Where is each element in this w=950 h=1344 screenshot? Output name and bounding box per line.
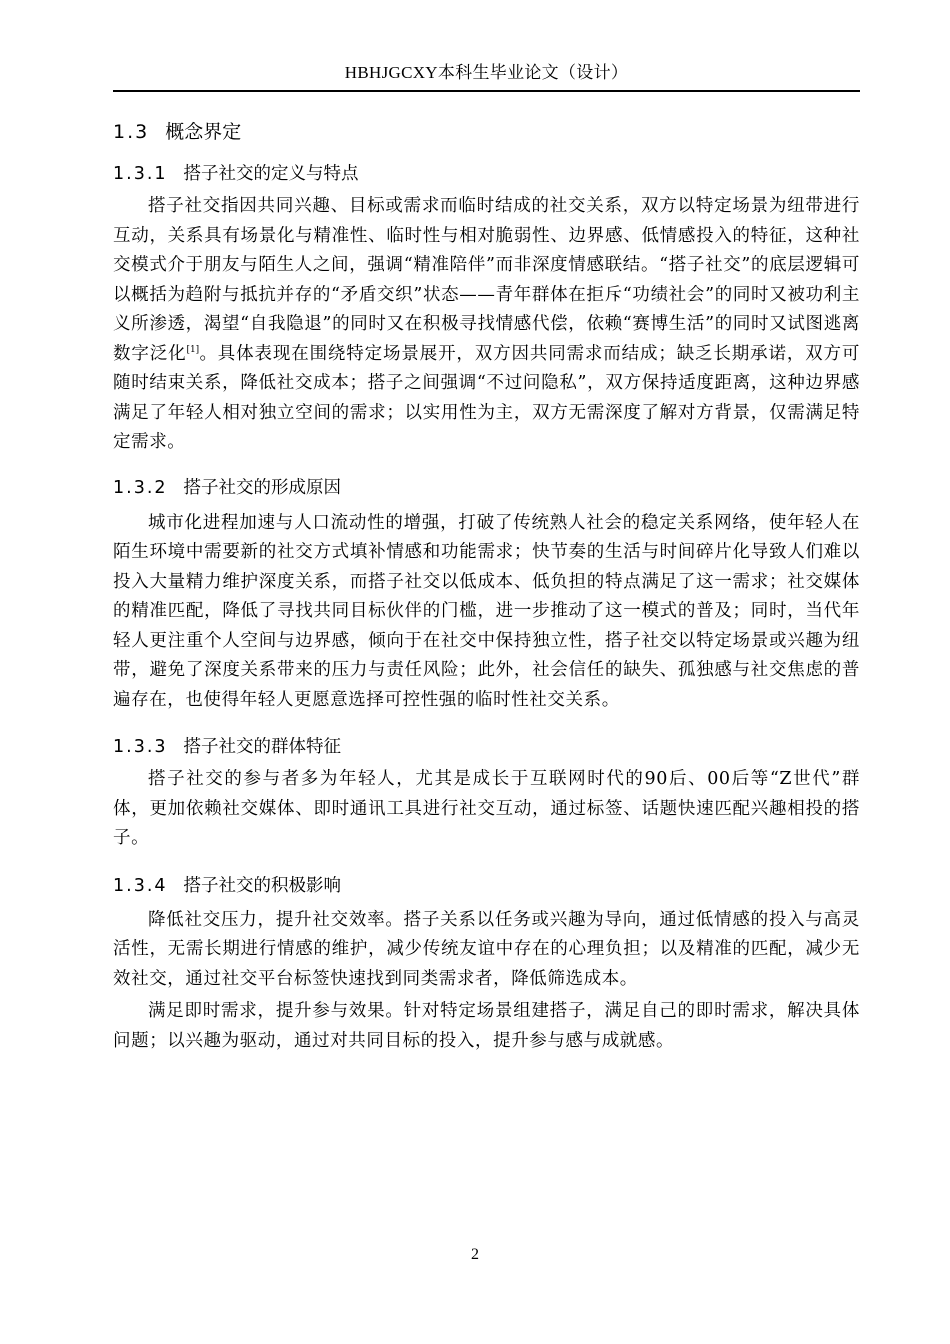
page-content — [113, 118, 860, 1056]
paragraph-text: 降低社交压力，提升社交效率。搭子关系以任务或兴趣为导向，通过低情感的投入与高灵活性，无需长期进行情感的维护，减少传统友谊中存在的心理负担；以及精准的匹配，减少无效社交，通过社交平台标签快速找到同类需求者，降低筛选成本。 — [113, 909, 860, 989]
subsection-heading-1-3-1 — [113, 161, 860, 187]
section-heading — [113, 118, 860, 146]
subsection-heading-1-3-3 — [113, 734, 860, 760]
subsection-number: 1.3.4 — [113, 875, 168, 896]
subsection-title: 搭子社交的群体特征 — [183, 737, 342, 757]
paragraph-text: 城市化进程加速与人口流动性的增强，打破了传统熟人社会的稳定关系网络，使年轻人在陌生环境中需要新的社交方式填补情感和功能需求；快节奏的生活与时间碎片化导致人们难以投入大量精力维护深度关系，而搭子社交以低成本、低负担的特点满足了这一需求；社交媒体的精准匹配，降低了寻找共同目标伙伴的门槛，进一步推动了这一模式的普及；同时，当代年轻人更注重个人空间与边界感，倾向于在社交中保持独立性，搭子社交以特定场景或兴趣为纽带，避免了深度关系带来的压力与责任风险；此外，社会信任的缺失、孤独感与社交焦虑的普遍存在，也使得年轻人更愿意选择可控性强的临时性社交关系。 — [113, 512, 860, 710]
subsection-number: 1.3.3 — [113, 737, 168, 757]
running-header: HBHJGCXY本科生毕业论文（设计） — [344, 63, 629, 82]
paragraph-definition — [113, 192, 860, 458]
paragraph-text: 搭子社交的参与者多为年轻人，尤其是成长于互联网时代的90后、00后等“Z世代”群体，更加依赖社交媒体、即时通讯工具进行社交互动，通过标签、话题快速匹配兴趣相投的搭子。 — [113, 769, 860, 848]
subsection-heading-1-3-4 — [113, 873, 860, 899]
paragraph-positive-impact-2 — [113, 997, 860, 1056]
citation-ref[interactable]: [1] — [186, 344, 200, 355]
subsection-heading-1-3-2 — [113, 475, 860, 501]
paragraph-text: 满足即时需求，提升参与效果。针对特定场景组建搭子，满足自己的即时需求，解决具体问题；以兴趣为驱动，通过对共同目标的投入，提升参与感与成就感。 — [113, 1001, 860, 1051]
paragraph-positive-impact-1 — [113, 906, 860, 995]
section-number: 1.3 — [113, 121, 150, 143]
header-rule — [113, 90, 860, 92]
section-title: 概念界定 — [165, 121, 242, 143]
paragraph-causes — [113, 509, 860, 716]
paragraph-group-features — [113, 765, 860, 854]
subsection-title: 搭子社交的形成原因 — [183, 477, 342, 498]
paragraph-text: 搭子社交指因共同兴趣、目标或需求而临时结成的社交关系，双方以特定场景为纽带进行互动，关系具有场景化与精准性、临时性与相对脆弱性、边界感、低情感投入的特征，这种社交模式介于朋友与陌生人之间，强调“精准陪伴”而非深度情感联结。“搭子社交”的底层逻辑可以概括为趋附与抵抗并存的“矛盾交织”状态——青年群体在拒斥“功绩社会”的同时又被功利主义所渗透，渴望“自我隐退”的同时又在积极寻找情感代偿，依赖“赛博生活”的同时又试图逃离数字泛化 — [113, 196, 860, 364]
page-number: 2 — [471, 1246, 479, 1263]
subsection-title: 搭子社交的定义与特点 — [183, 164, 359, 184]
paragraph-text: 。具体表现在围绕特定场景展开，双方因共同需求而结成；缺乏长期承诺，双方可随时结束关系，降低社交成本；搭子之间强调“不过问隐私”，双方保持适度距离，这种边界感满足了年轻人相对独立空间的需求；以实用性为主，双方无需深度了解对方背景，仅需满足特定需求。 — [113, 343, 860, 452]
subsection-number: 1.3.2 — [113, 477, 168, 498]
subsection-title: 搭子社交的积极影响 — [183, 875, 342, 896]
subsection-number: 1.3.1 — [113, 164, 168, 184]
